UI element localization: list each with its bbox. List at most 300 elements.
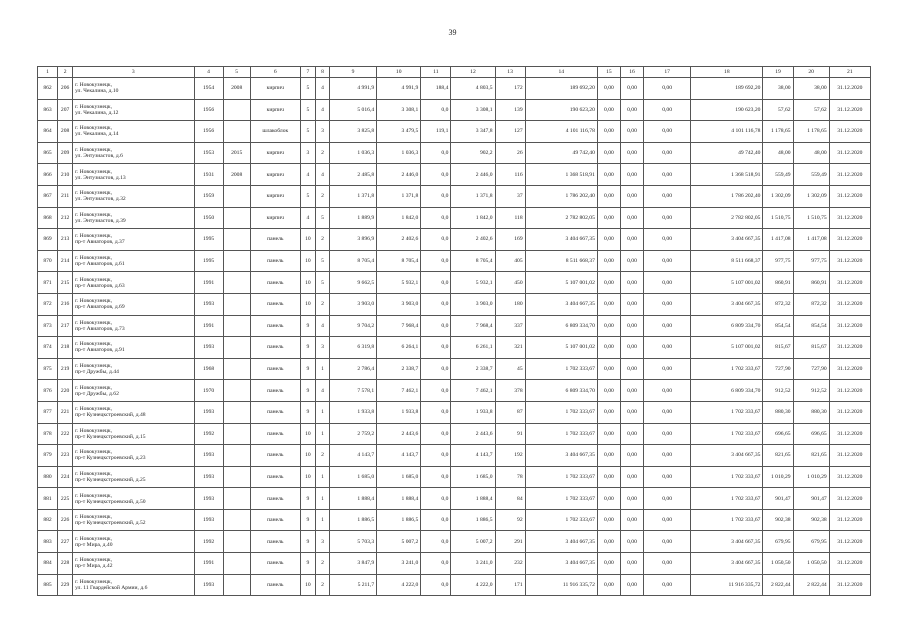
table-cell: 8 511 668,37 [525,250,597,272]
table-cell: 0,00 [620,574,643,596]
table-cell: 871 [38,272,58,294]
table-cell: 0,00 [620,401,643,423]
table-cell: 188,4 [421,78,451,100]
table-cell: панель [250,250,300,272]
table-cell: 321 [495,337,525,359]
address-cell [73,142,194,164]
table-cell: 2 338,7 [377,358,421,380]
address-line: ул. Чекалина, д.14 [75,131,119,138]
table-cell: 0,00 [620,358,643,380]
table-cell: 3 308,1 [377,99,421,121]
table-cell: 119,1 [421,121,451,143]
table-cell: 1968 [194,358,223,380]
table-cell: панель [250,423,300,445]
table-cell: 862 [38,78,58,100]
table-cell: 208 [58,121,73,143]
table-cell: 1 933,8 [377,401,421,423]
table-cell: 9 [300,315,315,337]
table-cell: 1 702 333,67 [525,423,597,445]
table-cell: 9 [300,553,315,575]
table-cell: 0,00 [597,509,620,531]
address-line: г. Новокузнецк, [75,190,113,197]
table-cell: 1 702 333,67 [525,509,597,531]
table-cell: 0,00 [597,553,620,575]
table-cell: 2 402,6 [377,229,421,251]
table-cell: 10 [300,423,315,445]
table-cell: 860,91 [793,272,829,294]
table-cell: 0,0 [421,553,451,575]
table-cell: 5 107 001,02 [525,272,597,294]
table-cell: 2 338,7 [451,358,495,380]
table-cell: 860,91 [763,272,793,294]
table-cell [223,337,250,359]
table-cell: 878 [38,423,58,445]
table-cell: 215 [58,272,73,294]
table-cell [223,272,250,294]
table-cell: 4 [315,380,329,402]
table-cell [223,509,250,531]
table-cell: 865 [38,142,58,164]
table-cell: 5 [300,99,315,121]
address-line: пр-т Кузнецкстроевский, д.15 [75,433,146,440]
table-cell: 1931 [194,164,223,186]
table-cell: 127 [495,121,525,143]
table-cell: 0,0 [421,488,451,510]
table-cell: 91 [495,423,525,445]
table-cell: 1993 [194,509,223,531]
column-header: 8 [315,67,329,78]
table-cell: 821,65 [763,445,793,467]
table-cell: 1954 [194,78,223,100]
table-cell: 1 702 333,67 [525,488,597,510]
table-cell: 1 [315,358,329,380]
table-cell: 876 [38,380,58,402]
table-cell: 0,00 [644,423,691,445]
table-cell: 4 222,0 [451,574,495,596]
address-line: г. Новокузнецк, [75,82,113,89]
column-header: 17 [644,67,691,78]
table-cell: 3 479,5 [377,121,421,143]
address-line: пр-т Дружбы, д.44 [75,369,119,376]
address-cell [73,423,194,445]
table-cell: 214 [58,250,73,272]
table-cell: 212 [58,207,73,229]
table-cell: 3 404 667,35 [525,553,597,575]
column-header: 3 [73,67,194,78]
table-cell: 190 623,20 [525,99,597,121]
table-cell: 1 702 333,67 [691,401,763,423]
table-cell: 1 050,50 [763,553,793,575]
address-line: г. Новокузнецк, [75,535,113,542]
table-cell: 696,65 [793,423,829,445]
table-cell: 8 705,4 [329,250,376,272]
table-cell: 1993 [194,466,223,488]
table-cell: 3 404 667,35 [525,293,597,315]
table-row [38,380,871,402]
address-line: ул. Чекалина, д.10 [75,88,119,95]
table-cell: 1 036,3 [329,142,376,164]
address-line: г. Новокузнецк, [75,168,113,175]
table-cell: 1 842,0 [377,207,421,229]
table-cell: 0,00 [597,315,620,337]
table-cell: 3 903,0 [451,293,495,315]
table-cell [223,185,250,207]
table-cell: 1 888,4 [451,488,495,510]
table-cell: 0,0 [421,574,451,596]
address-line: пр-т Авиаторов, д.61 [75,261,125,268]
address-line: пр-т Дружбы, д.62 [75,390,119,397]
table-cell: 1 [315,488,329,510]
header-row [38,67,871,78]
table-cell: 1 302,09 [793,185,829,207]
table-cell: 875 [38,358,58,380]
table-cell: 0,0 [421,401,451,423]
table-cell: 1991 [194,553,223,575]
table-cell: 216 [58,293,73,315]
address-cell [73,185,194,207]
table-cell: 872,32 [793,293,829,315]
table-cell: 31.12.2020 [829,358,870,380]
table-cell: 5 932,1 [377,272,421,294]
address-cell [73,272,194,294]
table-cell: 1 933,8 [329,401,376,423]
table-cell: 49 742,40 [525,142,597,164]
table-cell: 4 991,9 [377,78,421,100]
table-cell: панель [250,380,300,402]
table-cell: 0,00 [597,164,620,186]
table-cell [223,466,250,488]
table-cell: 0,00 [644,466,691,488]
table-cell: 1993 [194,488,223,510]
table-cell [223,553,250,575]
column-header: 2 [58,67,73,78]
table-cell: 2 [315,142,329,164]
table-cell: 0,00 [644,445,691,467]
table-cell: 6 264,1 [377,337,421,359]
table-cell: 2008 [223,164,250,186]
table-cell: 874 [38,337,58,359]
column-header: 6 [250,67,300,78]
table-cell: 0,0 [421,445,451,467]
table-cell: 31.12.2020 [829,337,870,359]
table-row [38,531,871,553]
address-cell [73,509,194,531]
table-cell: 139 [495,99,525,121]
table-cell: 0,00 [644,121,691,143]
table-cell: 0,00 [597,445,620,467]
table-cell: 0,00 [620,142,643,164]
address-line: пр-т Авиаторов, д.73 [75,325,125,332]
table-cell: 0,00 [644,488,691,510]
table-cell: 9 [300,401,315,423]
table-cell: 3 241,0 [377,553,421,575]
table-cell [223,401,250,423]
table-cell: 1991 [194,315,223,337]
table-cell: 8 705,4 [377,250,421,272]
table-cell: 870 [38,250,58,272]
address-line: г. Новокузнецк, [75,125,113,132]
table-cell: 1 417,08 [763,229,793,251]
table-row [38,121,871,143]
table-cell: 0,00 [620,229,643,251]
table-cell [223,423,250,445]
table-cell: 10 [300,250,315,272]
table-cell: панель [250,337,300,359]
table-cell: 31.12.2020 [829,531,870,553]
table-cell: 1956 [194,99,223,121]
table-cell: 2 782 802,05 [691,207,763,229]
table-cell: 4 [315,78,329,100]
table-cell: 92 [495,509,525,531]
table-cell: 84 [495,488,525,510]
table-cell: 0,0 [421,99,451,121]
column-header: 4 [194,67,223,78]
table-cell: 2 759,2 [329,423,376,445]
table-cell: 0,0 [421,293,451,315]
table-cell: 31.12.2020 [829,99,870,121]
table-cell: 6 261,1 [451,337,495,359]
table-cell: 0,0 [421,423,451,445]
table-cell [223,315,250,337]
table-cell: 31.12.2020 [829,574,870,596]
table-row [38,229,871,251]
table-cell: 867 [38,185,58,207]
table-cell: 5 107 001,02 [525,337,597,359]
table-cell: 6 809 334,70 [691,315,763,337]
table-cell: 1995 [194,250,223,272]
table-cell: 1993 [194,401,223,423]
table-cell: 3 404 667,35 [525,531,597,553]
table-cell: 4 143,7 [329,445,376,467]
table-cell: 1 702 333,67 [691,509,763,531]
table-cell: 3 347,8 [451,121,495,143]
table-cell: 854,54 [763,315,793,337]
table-cell: 225 [58,488,73,510]
table-cell: 1 010,29 [763,466,793,488]
address-line: пр-т Мира, д.40 [75,541,113,548]
table-cell: 901,47 [763,488,793,510]
table-cell: 881 [38,488,58,510]
table-cell: 9 [300,358,315,380]
address-cell [73,78,194,100]
table-cell: 3 903,0 [377,293,421,315]
table-cell: 10 [300,229,315,251]
table-cell: 2015 [223,142,250,164]
table-cell: 883 [38,531,58,553]
address-line: пр-т Кузнецкстроевский, д.48 [75,412,146,419]
table-cell: панель [250,488,300,510]
table-cell: 0,00 [597,401,620,423]
table-cell: 57,62 [763,99,793,121]
table-cell: 1 178,65 [793,121,829,143]
table-cell: 872,32 [763,293,793,315]
table-cell: 1 889,9 [329,207,376,229]
address-line: пр-т Авиаторов, д.91 [75,347,125,354]
table-cell: 0,00 [644,293,691,315]
table-cell: панель [250,293,300,315]
table-cell: 854,54 [793,315,829,337]
table-cell [223,229,250,251]
table-cell: 0,00 [597,380,620,402]
table-cell: 38,00 [793,78,829,100]
table-cell: 879 [38,445,58,467]
table-cell: 877 [38,401,58,423]
table-cell: 229 [58,574,73,596]
table-cell: 31.12.2020 [829,272,870,294]
table-cell: 0,0 [421,272,451,294]
table-cell: 31.12.2020 [829,553,870,575]
table-cell: 2 822,44 [793,574,829,596]
table-cell: 1 510,75 [793,207,829,229]
table-cell: 882 [38,509,58,531]
table-cell: 0,00 [597,142,620,164]
address-line: г. Новокузнецк, [75,427,113,434]
table-cell: 1956 [194,121,223,143]
table-cell: 232 [495,553,525,575]
table-cell: 0,00 [620,423,643,445]
address-cell [73,445,194,467]
table-cell: 10 [300,293,315,315]
table-cell: 2 [315,553,329,575]
table-cell: 31.12.2020 [829,509,870,531]
table-cell: 31.12.2020 [829,466,870,488]
address-line: г. Новокузнецк, [75,298,113,305]
table-cell: 3 903,0 [329,293,376,315]
table-cell: панель [250,315,300,337]
table-cell: панель [250,229,300,251]
table-cell: 1 036,3 [377,142,421,164]
table-cell: 6 809 334,70 [691,380,763,402]
table-cell: 4 [315,99,329,121]
housing-registry-table [37,66,871,596]
table-cell: 31.12.2020 [829,445,870,467]
table-cell: 45 [495,358,525,380]
table-cell: панель [250,272,300,294]
table-cell: 4 101 116,78 [525,121,597,143]
address-line: г. Новокузнецк, [75,514,113,521]
table-cell: 2 443,6 [377,423,421,445]
table-cell: 1 371,8 [451,185,495,207]
table-cell: 1 702 333,67 [691,488,763,510]
address-line: пр-т Мира, д.42 [75,563,113,570]
address-line: ул. Чекалина, д.12 [75,109,119,116]
table-cell: 5 [315,207,329,229]
table-cell: 5 107 001,02 [691,272,763,294]
table-cell: 1 178,65 [763,121,793,143]
table-cell: кирпич [250,207,300,229]
table-cell: 2 [315,445,329,467]
table-cell: 0,00 [620,315,643,337]
table-cell: панель [250,509,300,531]
table-cell: 31.12.2020 [829,423,870,445]
table-cell: 2 [315,185,329,207]
table-cell: 1 702 333,67 [691,358,763,380]
table-cell: 1 888,4 [377,488,421,510]
table-cell: 0,00 [597,99,620,121]
table-cell: 171 [495,574,525,596]
table-cell: 1993 [194,445,223,467]
table-cell: 1992 [194,531,223,553]
column-header: 12 [451,67,495,78]
table-cell: 902,38 [793,509,829,531]
table-cell: панель [250,401,300,423]
table-cell: 9 [300,488,315,510]
table-cell: 0,00 [644,272,691,294]
table-cell: 0,00 [597,78,620,100]
table-cell: 5 [300,121,315,143]
table-cell: 6 319,8 [329,337,376,359]
table-cell: 0,0 [421,229,451,251]
table-cell: 227 [58,531,73,553]
address-cell [73,229,194,251]
table-cell: 902,38 [763,509,793,531]
table-cell: 0,00 [597,207,620,229]
table-cell: 10 [300,574,315,596]
table-cell: кирпич [250,185,300,207]
table-cell: 0,00 [644,78,691,100]
table-cell: 180 [495,293,525,315]
table-cell: 2 [315,293,329,315]
table-cell: 31.12.2020 [829,164,870,186]
table-cell: 405 [495,250,525,272]
table-cell: 223 [58,445,73,467]
table-cell: 0,00 [644,574,691,596]
table-cell: 0,00 [620,531,643,553]
table-cell: 31.12.2020 [829,121,870,143]
table-cell: панель [250,445,300,467]
table-cell: 31.12.2020 [829,488,870,510]
address-cell [73,99,194,121]
table-cell: 1992 [194,423,223,445]
table-cell: 57,62 [793,99,829,121]
table-cell: 1 010,29 [793,466,829,488]
address-line: ул. Энтузиастов, д.32 [75,196,126,203]
table-cell: 7 968,4 [451,315,495,337]
table-cell: 0,00 [620,509,643,531]
table-cell: 1993 [194,337,223,359]
address-cell [73,488,194,510]
table-cell: 169 [495,229,525,251]
table-cell: 0,00 [597,466,620,488]
table-cell: 192 [495,445,525,467]
table-cell: 869 [38,229,58,251]
address-line: ул. Энтузиастов, д.13 [75,174,126,181]
table-cell: 172 [495,78,525,100]
table-cell: кирпич [250,78,300,100]
table-row [38,293,871,315]
table-cell: 5 107 001,02 [691,337,763,359]
address-line: пр-т Авиаторов, д.69 [75,304,125,311]
table-cell: 31.12.2020 [829,293,870,315]
column-header: 11 [421,67,451,78]
table-cell: 31.12.2020 [829,380,870,402]
column-header: 1 [38,67,58,78]
table-cell: 0,00 [620,164,643,186]
table-cell: 3 308,1 [451,99,495,121]
table-cell: 7 462,1 [377,380,421,402]
table-cell: 9 704,2 [329,315,376,337]
table-cell: 1 050,50 [793,553,829,575]
table-cell: 0,00 [597,358,620,380]
address-cell [73,315,194,337]
table-cell: 189 692,20 [525,78,597,100]
table-cell: 559,49 [763,164,793,186]
table-cell: 1 886,5 [377,509,421,531]
table-cell: 0,0 [421,164,451,186]
table-cell: 1 368 518,91 [525,164,597,186]
table-row [38,185,871,207]
table-cell: 866 [38,164,58,186]
